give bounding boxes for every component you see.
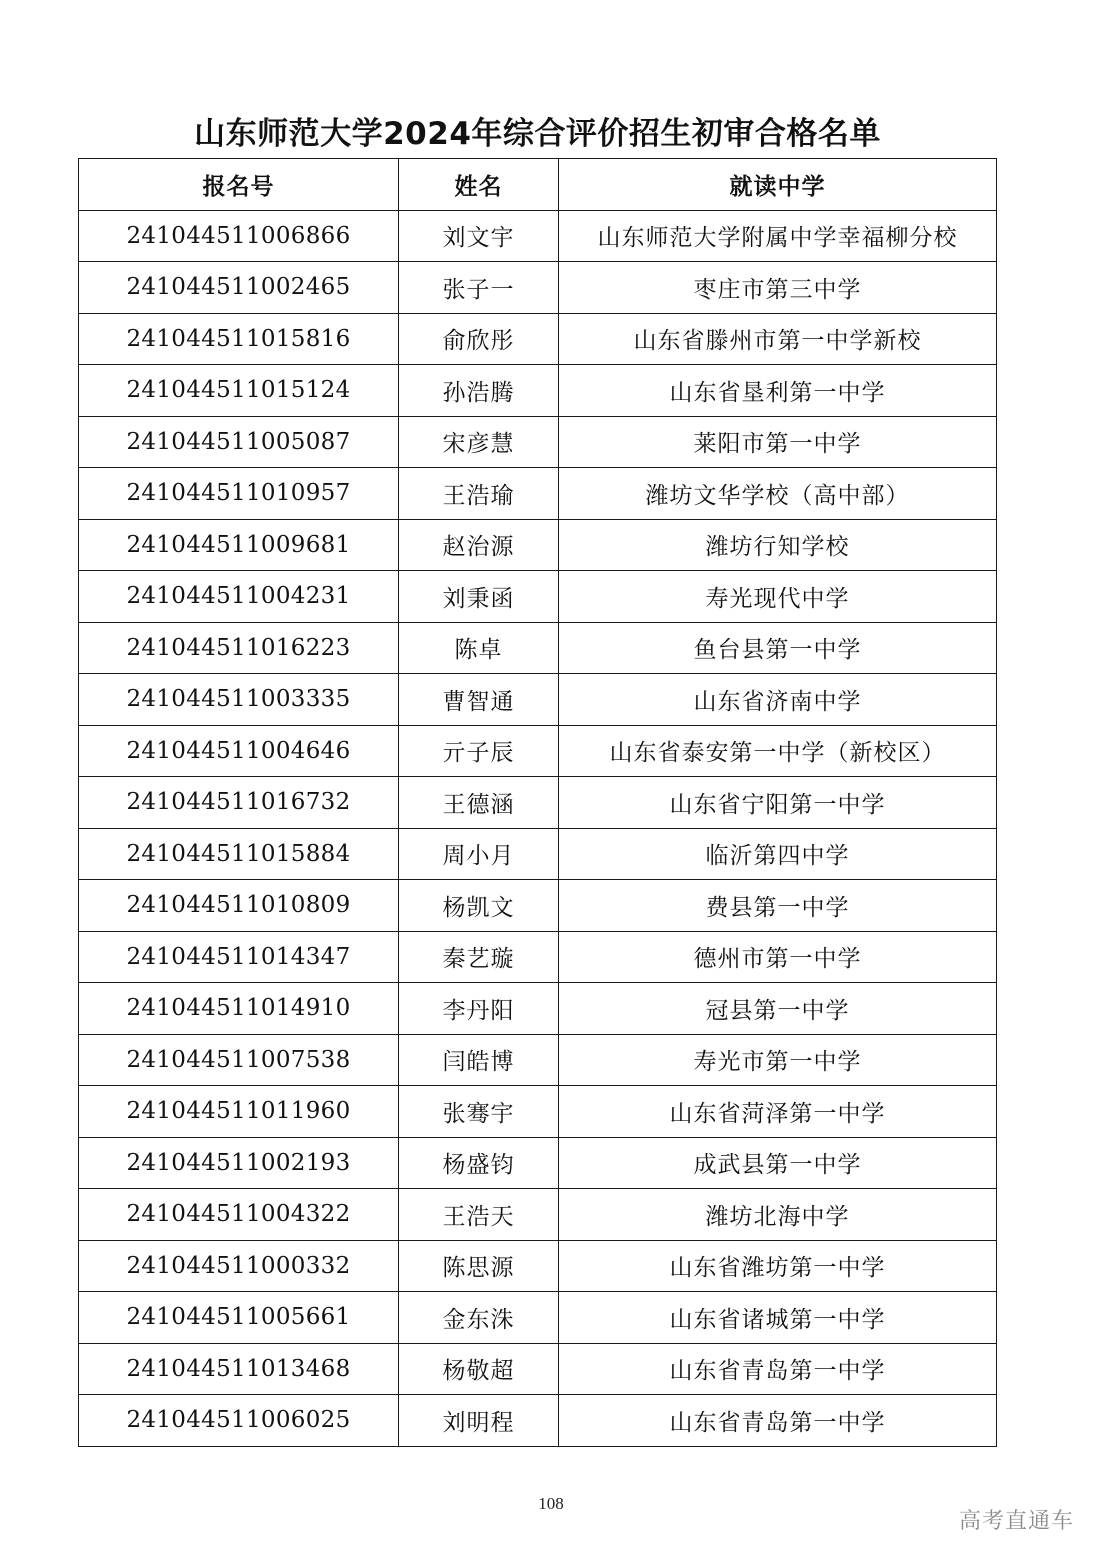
cell-name: 曹智通 — [399, 674, 559, 726]
header-row — [79, 159, 997, 211]
cell-registration-id: 241044511016223 — [79, 622, 399, 674]
cell-registration-id: 241044511004322 — [79, 1189, 399, 1241]
cell-name: 杨盛钧 — [399, 1137, 559, 1189]
cell-name: 王浩瑜 — [399, 468, 559, 520]
table-row — [79, 1034, 997, 1086]
cell-registration-id: 241044511006025 — [79, 1395, 399, 1447]
cell-registration-id: 241044511010957 — [79, 468, 399, 520]
table-row — [79, 983, 997, 1035]
page-title: 山东师范大学2024年综合评价招生初审合格名单 — [194, 116, 881, 152]
cell-school: 临沂第四中学 — [559, 828, 997, 880]
table-row — [79, 416, 997, 468]
table-row — [79, 313, 997, 365]
table-row — [79, 1086, 997, 1138]
table-row — [79, 1343, 997, 1395]
cell-school: 枣庄市第三中学 — [559, 262, 997, 314]
cell-name: 张骞宇 — [399, 1086, 559, 1138]
cell-name: 赵治源 — [399, 519, 559, 571]
cell-school: 山东省潍坊第一中学 — [559, 1240, 997, 1292]
cell-name: 杨敬超 — [399, 1343, 559, 1395]
cell-registration-id: 241044511002193 — [79, 1137, 399, 1189]
cell-registration-id: 241044511011960 — [79, 1086, 399, 1138]
cell-school: 费县第一中学 — [559, 880, 997, 932]
cell-school: 山东省青岛第一中学 — [559, 1343, 997, 1395]
cell-name: 刘秉函 — [399, 571, 559, 623]
cell-name: 金东洙 — [399, 1292, 559, 1344]
cell-school: 山东省菏泽第一中学 — [559, 1086, 997, 1138]
cell-name: 杨凯文 — [399, 880, 559, 932]
table-row — [79, 880, 997, 932]
table-row — [79, 777, 997, 829]
cell-name: 李丹阳 — [399, 983, 559, 1035]
table-row — [79, 571, 997, 623]
cell-name: 孙浩腾 — [399, 365, 559, 417]
table-row — [79, 1189, 997, 1241]
cell-registration-id: 241044511006866 — [79, 210, 399, 262]
cell-registration-id: 241044511005661 — [79, 1292, 399, 1344]
cell-school: 鱼台县第一中学 — [559, 622, 997, 674]
cell-school: 冠县第一中学 — [559, 983, 997, 1035]
admission-table — [78, 158, 997, 1447]
table-row — [79, 210, 997, 262]
cell-name: 陈思源 — [399, 1240, 559, 1292]
header-school: 就读中学 — [559, 159, 997, 211]
cell-registration-id: 241044511003335 — [79, 674, 399, 726]
table-row — [79, 674, 997, 726]
table-row — [79, 365, 997, 417]
table-header — [79, 159, 997, 211]
cell-name: 宋彦慧 — [399, 416, 559, 468]
cell-school: 山东师范大学附属中学幸福柳分校 — [559, 210, 997, 262]
cell-name: 陈卓 — [399, 622, 559, 674]
table-row — [79, 1240, 997, 1292]
table-body — [79, 210, 997, 1446]
cell-school: 潍坊文华学校（高中部） — [559, 468, 997, 520]
cell-school: 潍坊行知学校 — [559, 519, 997, 571]
cell-school: 山东省宁阳第一中学 — [559, 777, 997, 829]
cell-registration-id: 241044511010809 — [79, 880, 399, 932]
table-row — [79, 828, 997, 880]
table-row — [79, 262, 997, 314]
cell-name: 王德涵 — [399, 777, 559, 829]
cell-school: 潍坊北海中学 — [559, 1189, 997, 1241]
cell-name: 闫皓博 — [399, 1034, 559, 1086]
cell-registration-id: 241044511013468 — [79, 1343, 399, 1395]
page-number: 108 — [538, 1494, 564, 1513]
cell-name: 刘明程 — [399, 1395, 559, 1447]
cell-school: 山东省垦利第一中学 — [559, 365, 997, 417]
cell-school: 山东省滕州市第一中学新校 — [559, 313, 997, 365]
cell-registration-id: 241044511007538 — [79, 1034, 399, 1086]
cell-registration-id: 241044511016732 — [79, 777, 399, 829]
table-row — [79, 519, 997, 571]
cell-school: 成武县第一中学 — [559, 1137, 997, 1189]
cell-school: 山东省泰安第一中学（新校区） — [559, 725, 997, 777]
table-row — [79, 622, 997, 674]
cell-registration-id: 241044511015816 — [79, 313, 399, 365]
table-row — [79, 931, 997, 983]
cell-name: 张子一 — [399, 262, 559, 314]
cell-registration-id: 241044511004646 — [79, 725, 399, 777]
cell-name: 王浩天 — [399, 1189, 559, 1241]
table-row — [79, 1137, 997, 1189]
cell-school: 山东省青岛第一中学 — [559, 1395, 997, 1447]
cell-registration-id: 241044511004231 — [79, 571, 399, 623]
cell-school: 德州市第一中学 — [559, 931, 997, 983]
cell-school: 莱阳市第一中学 — [559, 416, 997, 468]
cell-name: 亓子辰 — [399, 725, 559, 777]
cell-name: 秦艺璇 — [399, 931, 559, 983]
cell-name: 刘文宇 — [399, 210, 559, 262]
cell-registration-id: 241044511014347 — [79, 931, 399, 983]
cell-registration-id: 241044511015884 — [79, 828, 399, 880]
cell-registration-id: 241044511015124 — [79, 365, 399, 417]
cell-school: 山东省诸城第一中学 — [559, 1292, 997, 1344]
cell-registration-id: 241044511009681 — [79, 519, 399, 571]
cell-school: 山东省济南中学 — [559, 674, 997, 726]
cell-name: 俞欣彤 — [399, 313, 559, 365]
watermark: 高考直通车 — [958, 1509, 1074, 1534]
header-registration-id: 报名号 — [79, 159, 399, 211]
cell-registration-id: 241044511005087 — [79, 416, 399, 468]
table-row — [79, 1395, 997, 1447]
table-row — [79, 1292, 997, 1344]
cell-school: 寿光市第一中学 — [559, 1034, 997, 1086]
cell-name: 周小月 — [399, 828, 559, 880]
table-row — [79, 468, 997, 520]
cell-school: 寿光现代中学 — [559, 571, 997, 623]
cell-registration-id: 241044511014910 — [79, 983, 399, 1035]
cell-registration-id: 241044511002465 — [79, 262, 399, 314]
header-name: 姓名 — [399, 159, 559, 211]
cell-registration-id: 241044511000332 — [79, 1240, 399, 1292]
table-row — [79, 725, 997, 777]
